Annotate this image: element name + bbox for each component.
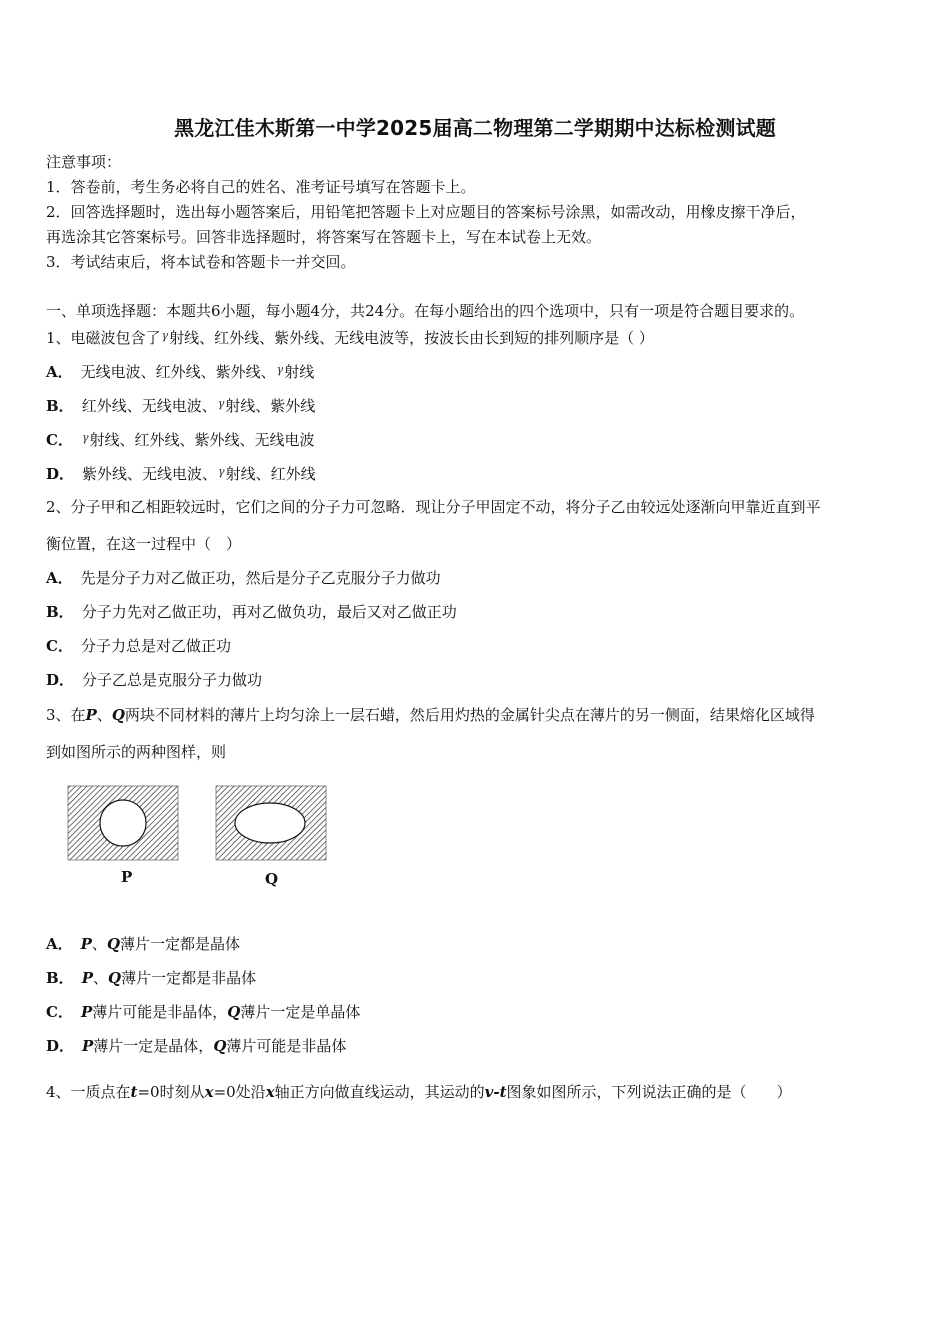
- question-3-stem: 到如图所示的两种图样，则: [46, 743, 227, 761]
- option-text: 红外线、无线电波、: [81, 397, 217, 415]
- gamma-symbol: γ: [276, 363, 284, 376]
- option-text: 薄片一定都是晶体: [120, 935, 241, 953]
- stem-text: 、: [96, 706, 112, 724]
- question-3-stem: [46, 705, 815, 725]
- notice-item: 1．答卷前，考生务必将自己的姓名、准考证号填写在答题卡上。: [46, 178, 476, 196]
- option-text: 薄片一定是单晶体: [240, 1003, 361, 1021]
- option-label: A．: [46, 569, 73, 587]
- variable-p: P: [80, 1003, 93, 1021]
- stem-text: 4、一质点在: [46, 1083, 131, 1101]
- wax-melting-figure: [66, 784, 336, 898]
- hatched-plates-diagram: [66, 784, 336, 894]
- stem-text: =0处沿: [213, 1083, 266, 1101]
- question-3-option-b[interactable]: [46, 968, 256, 988]
- option-text: 分子力先对乙做正功，再对乙做负功，最后又对乙做正功: [81, 603, 457, 621]
- question-2-option-d[interactable]: [46, 670, 262, 690]
- stem-text: 射线、红外线、紫外线、无线电波等，按波长由长到短的排列顺序是（ ）: [169, 329, 654, 347]
- variable-p: P: [82, 1037, 94, 1055]
- stem-text: 轴正方向做直线运动，其运动的: [274, 1083, 485, 1101]
- notice-item: 再选涂其它答案标号。回答非选择题时，将答案写在答题卡上，写在本试卷上无效。: [46, 228, 602, 246]
- page-title: 黑龙江佳木斯第一中学2025届高二物理第二学期期中达标检测试题: [174, 116, 776, 140]
- stem-text: 图象如图所示，下列说法正确的是（ ）: [506, 1083, 792, 1101]
- option-text: 射线、红外线、紫外线、无线电波: [89, 431, 315, 449]
- question-3-option-d[interactable]: [46, 1036, 346, 1056]
- option-text: 薄片可能是非晶体，: [92, 1003, 228, 1021]
- figure-label-q: Q: [265, 870, 279, 888]
- variable-q: Q: [111, 706, 125, 724]
- question-2-option-b[interactable]: [46, 602, 457, 622]
- variable-q: Q: [106, 935, 121, 953]
- option-label: B．: [46, 969, 74, 987]
- gamma-symbol: γ: [218, 465, 225, 478]
- option-text: 先是分子力对乙做正功，然后是分子乙克服分子力做功: [80, 569, 441, 587]
- section-heading: 一、单项选择题：本题共6小题，每小题4分，共24分。在每小题给出的四个选项中，只有一项是符合题目要求的。: [46, 302, 805, 320]
- variable-q: Q: [227, 1003, 241, 1021]
- option-text: 无线电波、红外线、紫外线、: [80, 363, 276, 381]
- option-label: A．: [46, 935, 73, 953]
- variable-x: x: [204, 1083, 214, 1101]
- question-3-option-c[interactable]: [46, 1002, 360, 1022]
- question-1-option-a[interactable]: [46, 360, 314, 382]
- option-label: D．: [46, 671, 75, 689]
- variable-vt: v-t: [484, 1083, 507, 1101]
- option-text: 、: [92, 969, 108, 987]
- notice-heading: 注意事项：: [46, 153, 122, 171]
- option-label: C．: [46, 1003, 73, 1021]
- option-text: 薄片可能是非晶体: [226, 1037, 347, 1055]
- stem-text: 3、在: [46, 706, 86, 724]
- variable-p: P: [85, 706, 97, 724]
- stem-text: 1、电磁波包含了: [46, 329, 161, 347]
- figure-label-p: P: [121, 868, 133, 886]
- gamma-symbol: γ: [161, 329, 169, 342]
- option-text: 射线、紫外线: [225, 397, 316, 415]
- question-2-stem: 2、分子甲和乙相距较远时，它们之间的分子力可忽略．现让分子甲固定不动，将分子乙由较远处逐渐向甲靠近直到平: [46, 498, 821, 516]
- gamma-symbol: γ: [81, 431, 89, 444]
- question-2-option-c[interactable]: [46, 636, 231, 656]
- question-1-option-d[interactable]: [46, 462, 316, 484]
- question-4-stem: [46, 1082, 792, 1102]
- option-label: A．: [46, 363, 73, 381]
- option-text: 分子乙总是克服分子力做功: [82, 671, 263, 689]
- option-text: 射线、红外线: [225, 465, 316, 483]
- question-1-option-c[interactable]: [46, 428, 315, 450]
- stem-text: =0时刻从: [137, 1083, 205, 1101]
- option-label: C．: [46, 637, 73, 655]
- gamma-symbol: γ: [217, 397, 225, 410]
- option-text: 分子力总是对乙做正功: [80, 637, 231, 655]
- option-label: D．: [46, 1037, 75, 1055]
- option-label: C．: [46, 431, 73, 449]
- option-text: 薄片一定都是非晶体: [121, 969, 257, 987]
- option-label: B．: [46, 397, 74, 415]
- variable-p: P: [80, 935, 92, 953]
- option-text: 紫外线、无线电波、: [82, 465, 218, 483]
- question-1-option-b[interactable]: [46, 394, 315, 416]
- notice-item: 2．回答选择题时，选出每小题答案后，用铅笔把答题卡上对应题目的答案标号涂黑，如需改动，用橡皮擦干净后，: [46, 203, 806, 221]
- melt-region-circle: [100, 800, 146, 846]
- variable-t: t: [130, 1083, 138, 1101]
- option-label: B．: [46, 603, 74, 621]
- option-text: 射线: [284, 363, 315, 381]
- variable-p: P: [81, 969, 93, 987]
- stem-text: 两块不同材料的薄片上均匀涂上一层石蜡，然后用灼热的金属针尖点在薄片的另一侧面，结果熔化区域得: [124, 706, 815, 724]
- option-label: D．: [46, 465, 75, 483]
- option-text: 、: [91, 935, 107, 953]
- question-2-option-a[interactable]: [46, 568, 441, 588]
- variable-x: x: [265, 1083, 275, 1101]
- variable-q: Q: [213, 1037, 227, 1055]
- question-3-option-a[interactable]: [46, 934, 240, 954]
- option-text: 薄片一定是晶体，: [93, 1037, 214, 1055]
- question-2-stem: 衡位置，在这一过程中（ ）: [46, 535, 242, 553]
- notice-item: 3．考试结束后，将本试卷和答题卡一并交回。: [46, 253, 356, 271]
- question-1-stem: [46, 326, 654, 348]
- melt-region-ellipse: [235, 803, 305, 843]
- variable-q: Q: [107, 969, 122, 987]
